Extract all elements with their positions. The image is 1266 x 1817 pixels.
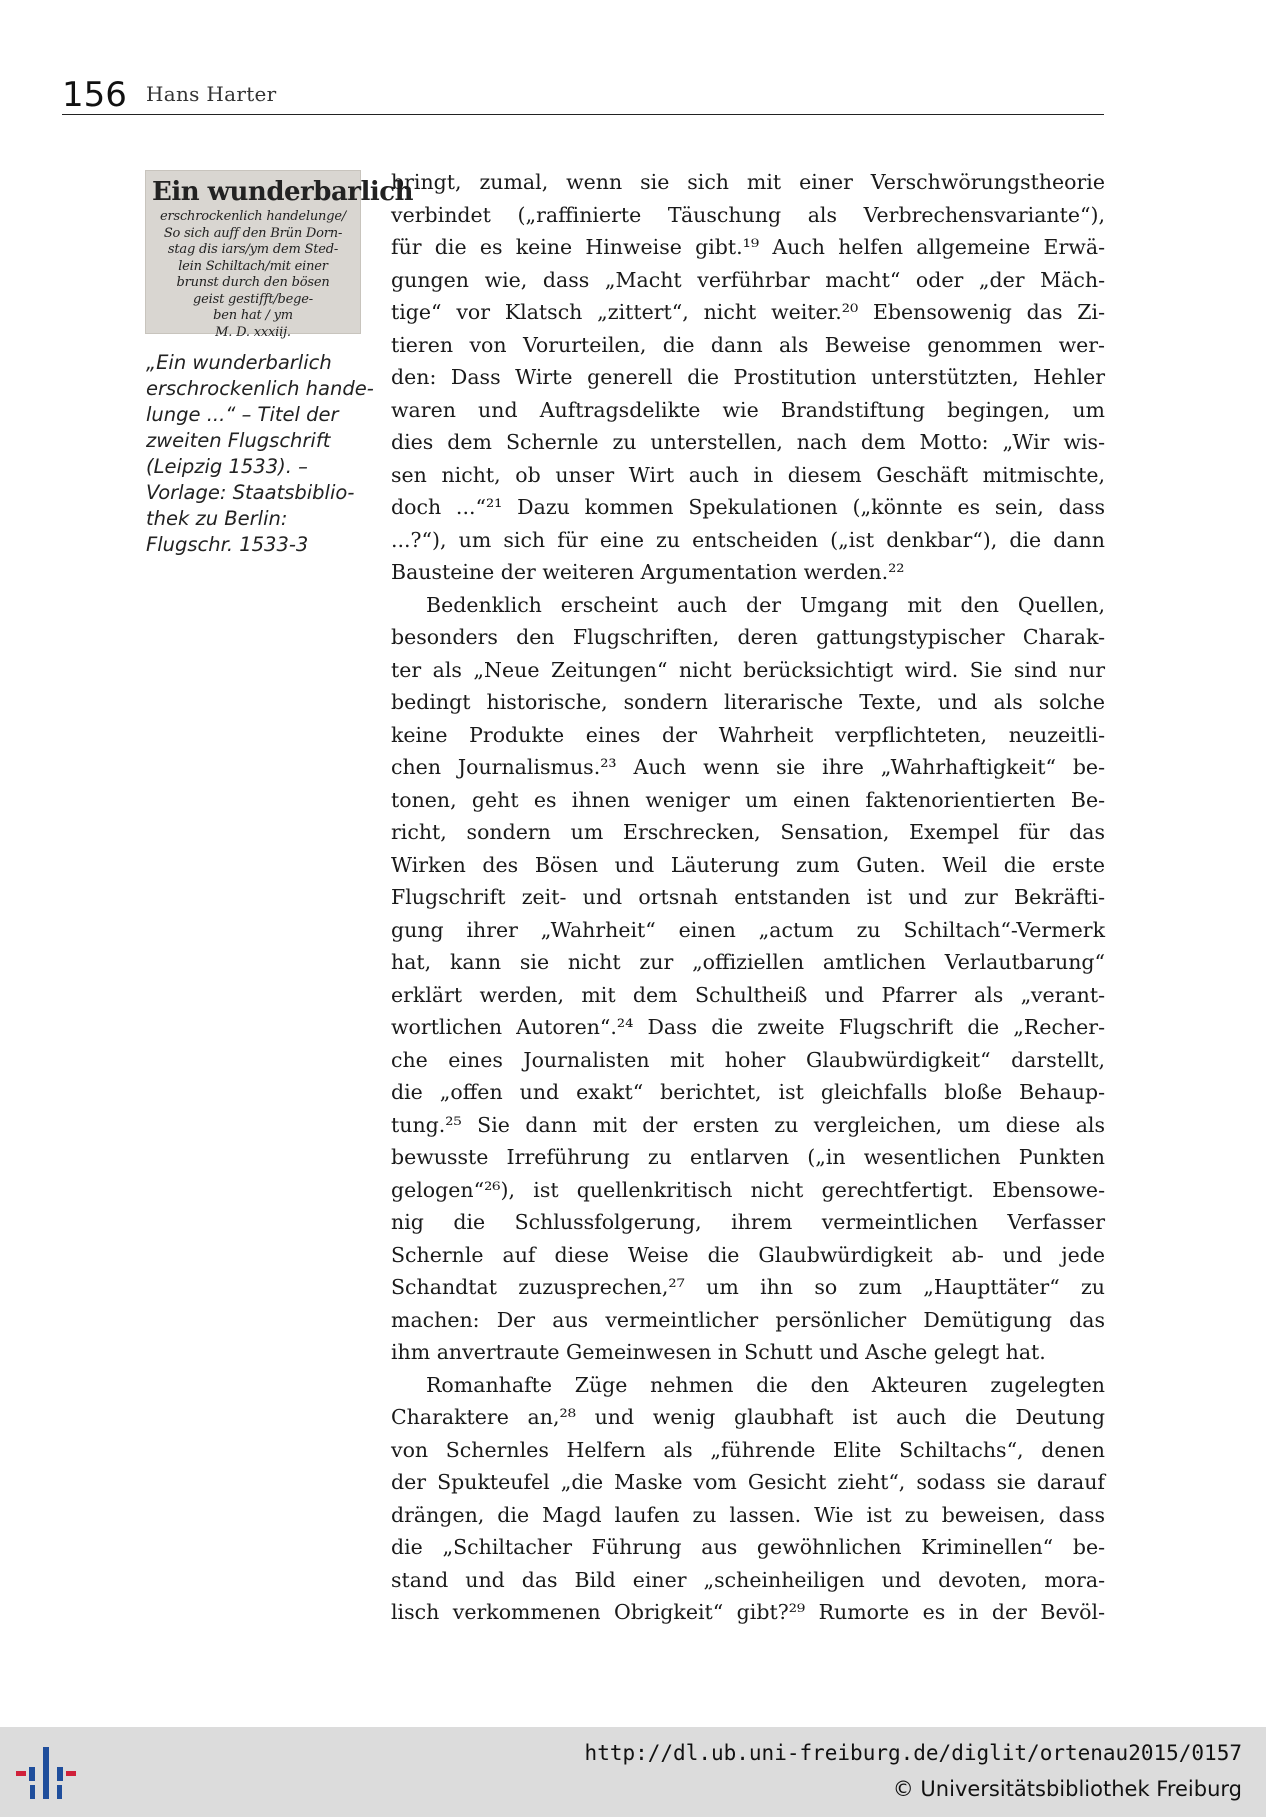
text-line: für die es keine Hinweise gibt.¹⁹ Auch helfen allgemeine Erwä- <box>391 235 1105 259</box>
caption-line: erschrockenlich hande- <box>146 377 374 400</box>
caption-line: lunge ...“ – Titel der <box>146 403 339 426</box>
text-line: doch ...“²¹ Dazu kommen Spekulationen („könnte es sein, dass <box>391 495 1105 519</box>
text-line: von Schernles Helfern als „führende Elite Schiltachs“, denen <box>391 1437 1105 1462</box>
pamphlet-title-line: M. D. xxxiij. <box>215 324 291 340</box>
text-line: che eines Journalisten mit hoher Glaubwürdigkeit“ darstellt, <box>391 1047 1105 1072</box>
text-line: tieren von Vorurteilen, die dann als Beweise genommen wer- <box>391 332 1105 357</box>
text-line: erklärt werden, mit dem Schultheiß und Pfarrer als „verant- <box>391 982 1105 1007</box>
text-line: Bausteine der weiteren Argumentation werden.²² <box>391 560 905 584</box>
caption-line: „Ein wunderbarlich <box>146 351 332 374</box>
text-line: dies dem Schernle zu unterstellen, nach dem Motto: „Wir wis- <box>391 430 1105 454</box>
text-line: bedingt historische, sondern literarische Texte, und als solche <box>391 690 1105 714</box>
paragraph <box>391 166 1105 589</box>
pamphlet-title-line: ben hat / ym <box>213 308 293 323</box>
text-line: die „Schiltacher Führung aus gewöhnlichen Kriminellen“ be- <box>391 1535 1105 1559</box>
caption-line: Flugschr. 1533-3 <box>146 533 309 556</box>
copyright-notice: © Universitätsbibliothek Freiburg <box>892 1777 1242 1801</box>
pamphlet-title-woodcut-image <box>145 170 413 340</box>
caption-line: (Leipzig 1533). – <box>146 455 308 478</box>
text-line: Schandtat zuzusprechen,²⁷ um ihn so zum „Haupttäter“ zu <box>391 1275 1105 1299</box>
text-line: Schernle auf diese Weise die Glaubwürdigkeit ab- und jede <box>391 1242 1105 1267</box>
footer-bar <box>0 1727 1266 1817</box>
text-line: ...?“), um sich für eine zu entscheiden („ist denkbar“), die dann <box>391 527 1105 552</box>
text-line: chen Journalismus.²³ Auch wenn sie ihre „Wahrhaftigkeit“ be- <box>391 755 1105 779</box>
text-line: tonen, geht es ihnen weniger um einen faktenorientierten Be- <box>391 787 1105 812</box>
source-url-link[interactable]: http://dl.ub.uni-freiburg.de/diglit/ortenau2015/0157 <box>584 1741 1242 1765</box>
caption-line: Vorlage: Staatsbiblio- <box>146 481 355 504</box>
ub-freiburg-logo-icon[interactable] <box>14 1745 78 1801</box>
text-line: sen nicht, ob unser Wirt auch in diesem Geschäft mitmischte, <box>391 462 1105 487</box>
text-line: lisch verkommenen Obrigkeit“ gibt?²⁹ Rumorte es in der Bevöl- <box>391 1600 1105 1624</box>
text-line: Bedenklich erscheint auch der Umgang mit den Quellen, <box>426 592 1105 617</box>
pamphlet-title-line: geist gestifft/bege- <box>193 291 313 307</box>
pamphlet-title-line: lein Schiltach/mit einer <box>178 258 328 274</box>
running-head-author: Hans Harter <box>146 82 277 106</box>
text-line: waren und Auftragsdelikte wie Brandstiftung begingen, um <box>391 397 1105 422</box>
figure-caption <box>146 350 374 558</box>
caption-line: zweiten Flugschrift <box>146 429 331 452</box>
text-line: besonders den Flugschriften, deren gattungstypischer Charak- <box>391 625 1105 649</box>
text-line: gung ihrer „Wahrheit“ einen „actum zu Schiltach“-Vermerk <box>391 917 1105 942</box>
text-line: bringt, zumal, wenn sie sich mit einer Verschwörungstheorie <box>391 170 1105 194</box>
pamphlet-title-line: erschrockenlich handelunge/ <box>159 209 346 224</box>
text-line: tige“ vor Klatsch „zittert“, nicht weiter.²⁰ Ebensowenig das Zi- <box>391 300 1105 324</box>
text-line: keine Produkte eines der Wahrheit verpflichteten, neuzeitli- <box>391 722 1105 747</box>
text-line: bewusste Irreführung zu entlarven („in wesentlichen Punkten <box>391 1145 1105 1169</box>
pamphlet-title-line: So sich auff den Brün Dorn- <box>163 225 343 241</box>
pamphlet-title-line: brunst durch den bösen <box>176 275 330 290</box>
text-line: Flugschrift zeit- und ortsnah entstanden ist und zur Bekräfti- <box>391 885 1105 909</box>
text-line: verbindet („raffinierte Täuschung als Verbrechensvariante“), <box>391 202 1105 227</box>
text-line: nig die Schlussfolgerung, ihrem vermeintlichen Verfasser <box>391 1210 1105 1234</box>
text-line: Charaktere an,²⁸ und wenig glaubhaft ist auch die Deutung <box>391 1405 1105 1429</box>
text-line: Wirken des Bösen und Läuterung zum Guten. Weil die erste <box>391 852 1105 877</box>
text-line: den: Dass Wirte generell die Prostitution unterstützten, Hehler <box>391 365 1105 389</box>
text-line: der Spukteufel „die Maske vom Gesicht zieht“, sodass sie darauf <box>391 1470 1105 1494</box>
paragraph <box>391 1369 1105 1629</box>
text-line: ter als „Neue Zeitungen“ nicht berücksichtigt wird. Sie sind nur <box>391 657 1105 682</box>
page-number: 156 <box>62 75 127 115</box>
text-line: ihm anvertraute Gemeinwesen in Schutt und Asche gelegt hat. <box>391 1340 1046 1364</box>
text-line: wortlichen Autoren“.²⁴ Dass die zweite Flugschrift die „Recher- <box>391 1015 1105 1039</box>
text-line: tung.²⁵ Sie dann mit der ersten zu vergleichen, um diese als <box>391 1112 1105 1137</box>
body-text <box>391 166 1105 1629</box>
text-line: drängen, die Magd laufen zu lassen. Wie ist zu beweisen, dass <box>391 1502 1105 1527</box>
text-line: die „offen und exakt“ berichtet, ist gleichfalls bloße Behaup- <box>391 1080 1105 1104</box>
text-line: machen: Der aus vermeintlicher persönlicher Demütigung das <box>391 1307 1105 1332</box>
text-line: stand und das Bild einer „scheinheiligen und devoten, mora- <box>391 1567 1105 1592</box>
pamphlet-title-line: Ein wunderbarlich <box>152 177 413 207</box>
text-line: Romanhafte Züge nehmen die den Akteuren zugelegten <box>426 1372 1105 1397</box>
pamphlet-title-line: stag dis iars/ym dem Sted- <box>167 242 339 257</box>
text-line: gelogen“²⁶), ist quellenkritisch nicht gerechtfertigt. Ebensowe- <box>391 1177 1105 1202</box>
text-line: richt, sondern um Erschrecken, Sensation, Exempel für das <box>391 820 1105 844</box>
text-line: hat, kann sie nicht zur „offiziellen amtlichen Verlautbarung“ <box>391 950 1105 974</box>
text-line: gungen wie, dass „Macht verführbar macht“ oder „der Mäch- <box>391 267 1105 292</box>
caption-line: thek zu Berlin: <box>146 507 288 530</box>
paragraph <box>391 589 1105 1369</box>
page-header <box>62 76 1104 115</box>
